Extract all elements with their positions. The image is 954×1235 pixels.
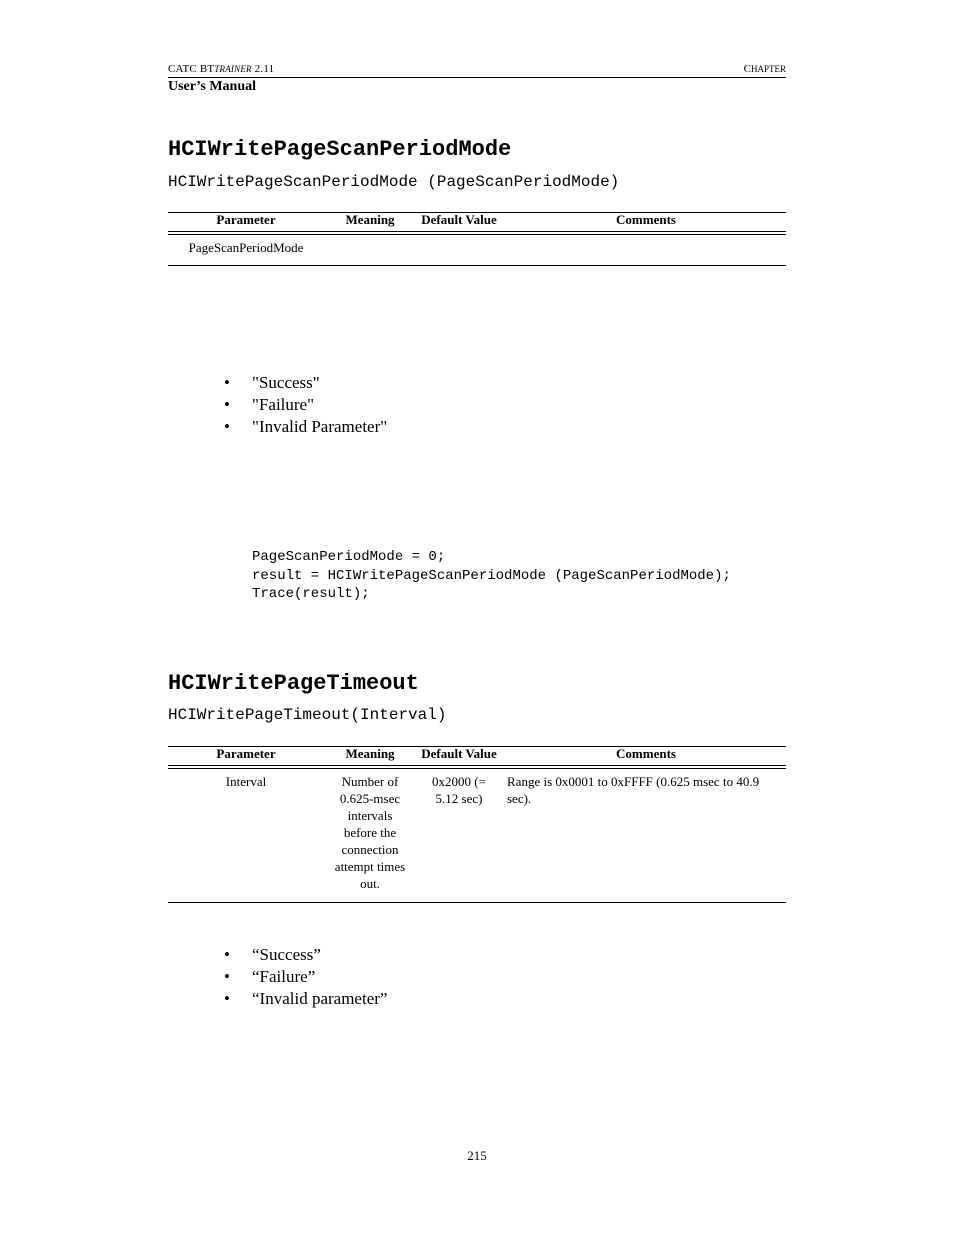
list-item-text: “Failure” xyxy=(252,967,316,986)
code-line: PageScanPeriodMode = 0; xyxy=(252,549,446,565)
column-header-default: Default Value xyxy=(421,212,497,227)
cell-line: before the xyxy=(343,825,397,840)
code-line: Trace(result); xyxy=(252,586,370,602)
cell-line: out. xyxy=(360,876,380,891)
cell-line: 0x2000 (= xyxy=(432,774,486,789)
column-header-parameter: Parameter xyxy=(216,746,276,761)
header-rule xyxy=(168,77,786,78)
column-header-comments: Comments xyxy=(616,212,676,227)
table-bottom-rule xyxy=(168,902,786,903)
page-number: 215 xyxy=(467,1148,487,1163)
return-values-list xyxy=(224,372,387,438)
list-item xyxy=(224,394,387,416)
bullet-glyph: • xyxy=(224,967,230,986)
chapter-cap: C xyxy=(743,63,751,75)
code-line: result = HCIWritePageScanPeriodMode (PageScanPeriodMode); xyxy=(252,567,731,584)
cell-line: Number of xyxy=(341,774,399,789)
list-item xyxy=(224,988,387,1010)
chapter-rest: HAPTER xyxy=(750,64,786,74)
product-smallcaps: TRAINER xyxy=(214,64,252,74)
column-header-meaning: Meaning xyxy=(345,212,395,227)
running-header-manual: User’s Manual xyxy=(168,79,257,94)
list-item xyxy=(224,944,387,966)
running-header-chapter xyxy=(744,63,786,75)
cell-line: connection xyxy=(341,842,399,857)
code-example xyxy=(252,548,731,604)
table-cell-parameter: Interval xyxy=(225,774,267,789)
bullet-glyph: • xyxy=(224,373,230,392)
cell-line: attempt times xyxy=(334,859,406,874)
table-header-rule-1 xyxy=(168,231,786,232)
bullet-glyph: • xyxy=(224,395,230,414)
function-signature: HCIWritePageTimeout(Interval) xyxy=(168,706,447,724)
table-cell-parameter: PageScanPeriodMode xyxy=(188,240,304,255)
section-title: HCIWritePageScanPeriodMode xyxy=(168,137,512,162)
list-item xyxy=(224,416,387,438)
cell-line: 0.625-msec xyxy=(339,791,401,806)
bullet-glyph: • xyxy=(224,945,230,964)
cell-line: Range is 0x0001 to 0xFFFF (0.625 msec to 40.9 xyxy=(507,774,760,789)
table-header-rule-2 xyxy=(168,234,786,235)
table-cell-default xyxy=(416,773,502,807)
bullet-glyph: • xyxy=(224,417,230,436)
column-header-default: Default Value xyxy=(421,746,497,761)
bullet-glyph: • xyxy=(224,989,230,1008)
list-item-text: "Invalid Parameter" xyxy=(252,417,388,436)
list-item-text: “Invalid parameter” xyxy=(252,989,388,1008)
table-bottom-rule xyxy=(168,265,786,266)
function-signature: HCIWritePageScanPeriodMode (PageScanPeriodMode) xyxy=(168,173,620,191)
list-item xyxy=(224,372,387,394)
list-item-text: "Failure" xyxy=(252,395,315,414)
list-item xyxy=(224,966,387,988)
running-header-product xyxy=(168,63,274,75)
column-header-meaning: Meaning xyxy=(345,746,395,761)
column-header-comments: Comments xyxy=(616,746,676,761)
cell-line: intervals xyxy=(347,808,393,823)
table-cell-meaning xyxy=(326,773,414,892)
section-title: HCIWritePageTimeout xyxy=(168,671,419,696)
product-version: 2.11 xyxy=(251,63,275,75)
column-header-parameter: Parameter xyxy=(216,212,276,227)
list-item-text: “Success” xyxy=(252,945,321,964)
cell-line: 5.12 sec) xyxy=(435,791,483,806)
table-header-rule-1 xyxy=(168,765,786,766)
cell-line: sec). xyxy=(507,791,532,806)
product-prefix: CATC BT xyxy=(168,63,215,75)
return-values-list xyxy=(224,944,387,1010)
list-item-text: "Success" xyxy=(252,373,320,392)
table-cell-comments xyxy=(507,773,786,807)
table-header-rule-2 xyxy=(168,768,786,769)
